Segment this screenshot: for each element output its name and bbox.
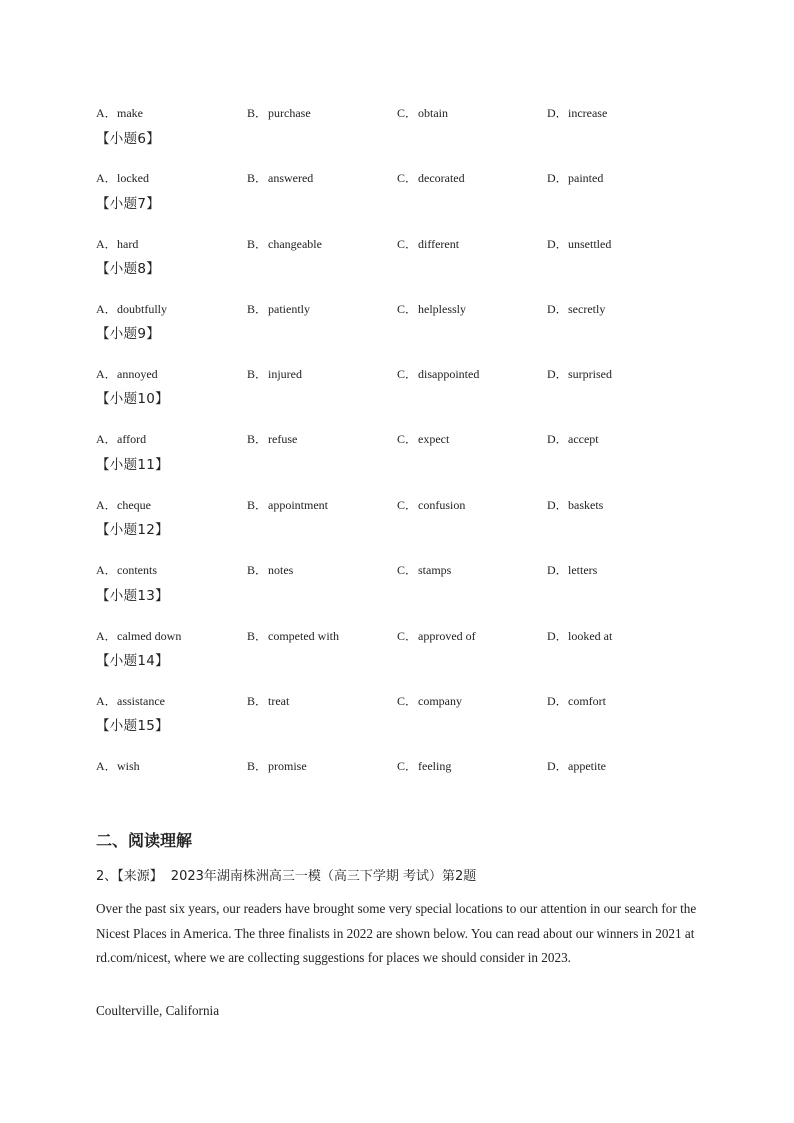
option-c[interactable]: C．disappointed bbox=[397, 367, 480, 381]
options-row bbox=[96, 692, 736, 712]
option-c[interactable]: C．confusion bbox=[397, 498, 466, 512]
question-label: 【小题14】 bbox=[96, 653, 169, 669]
options-row bbox=[96, 169, 736, 189]
options-row-q5 bbox=[96, 104, 736, 124]
option-b[interactable]: B．purchase bbox=[247, 106, 311, 120]
option-b[interactable]: B．treat bbox=[247, 694, 290, 708]
source-text: 2023年湖南株洲高三一模（高三下学期 考试）第2题 bbox=[170, 869, 477, 884]
option-b[interactable]: B．refuse bbox=[247, 432, 298, 446]
question-number: 2、 bbox=[96, 869, 118, 884]
options-row bbox=[96, 627, 736, 647]
option-d[interactable]: D．looked at bbox=[547, 629, 613, 643]
options-row bbox=[96, 430, 736, 450]
option-b[interactable]: B．promise bbox=[247, 759, 307, 773]
options-row bbox=[96, 757, 736, 777]
option-d[interactable]: D．comfort bbox=[547, 694, 606, 708]
option-b[interactable]: B．answered bbox=[247, 171, 314, 185]
option-c[interactable]: C．helplessly bbox=[397, 302, 466, 316]
option-c[interactable]: C．approved of bbox=[397, 629, 476, 643]
options-row bbox=[96, 561, 736, 581]
options-row bbox=[96, 300, 736, 320]
option-c[interactable]: C．expect bbox=[397, 432, 450, 446]
option-b[interactable]: B．appointment bbox=[247, 498, 328, 512]
options-row bbox=[96, 235, 736, 255]
option-c[interactable]: C．obtain bbox=[397, 106, 448, 120]
option-d[interactable]: D．accept bbox=[547, 432, 599, 446]
question-label: 【小题6】 bbox=[96, 131, 161, 147]
option-a[interactable]: A．hard bbox=[96, 237, 139, 251]
question-label: 【小题13】 bbox=[96, 588, 169, 604]
option-a[interactable]: A．afford bbox=[96, 432, 147, 446]
option-d[interactable]: D．appetite bbox=[547, 759, 606, 773]
option-d[interactable]: D．baskets bbox=[547, 498, 604, 512]
option-d[interactable]: D．painted bbox=[547, 171, 604, 185]
option-c[interactable]: C．decorated bbox=[397, 171, 465, 185]
question-label: 【小题15】 bbox=[96, 718, 169, 734]
option-d[interactable]: D．unsettled bbox=[547, 237, 612, 251]
option-d[interactable]: D．increase bbox=[547, 106, 608, 120]
option-a[interactable]: A．wish bbox=[96, 759, 140, 773]
option-a[interactable]: A．make bbox=[96, 106, 143, 120]
question-label: 【小题11】 bbox=[96, 457, 169, 473]
option-a[interactable]: A．doubtfully bbox=[96, 302, 167, 316]
option-a[interactable]: A．cheque bbox=[96, 498, 151, 512]
options-row bbox=[96, 365, 736, 385]
option-c[interactable]: C．feeling bbox=[397, 759, 452, 773]
option-c[interactable]: C．stamps bbox=[397, 563, 452, 577]
option-a[interactable]: A．assistance bbox=[96, 694, 165, 708]
option-c[interactable]: C．different bbox=[397, 237, 460, 251]
reading-passage: Over the past six years, our readers have brought some very special locations to our attention in our search for the Nicest Places in America. The three finalists in 2022 are shown below. You can read about our winners in 2021 at rd.com/nicest, where we are collecting suggestions for places we should consider in 2023. bbox=[96, 901, 697, 965]
option-b[interactable]: B．notes bbox=[247, 563, 294, 577]
question-label: 【小题9】 bbox=[96, 326, 161, 342]
section-title: 二、阅读理解 bbox=[96, 831, 193, 850]
source-tag: 【来源】 bbox=[117, 869, 163, 884]
question-source bbox=[96, 865, 476, 884]
question-label: 【小题10】 bbox=[96, 391, 169, 407]
option-a[interactable]: A．calmed down bbox=[96, 629, 182, 643]
place-heading: Coulterville, California bbox=[96, 1003, 220, 1018]
option-d[interactable]: D．secretly bbox=[547, 302, 606, 316]
option-b[interactable]: B．competed with bbox=[247, 629, 339, 643]
option-d[interactable]: D．surprised bbox=[547, 367, 612, 381]
option-c[interactable]: C．company bbox=[397, 694, 462, 708]
question-label: 【小题8】 bbox=[96, 261, 161, 277]
option-a[interactable]: A．contents bbox=[96, 563, 157, 577]
option-b[interactable]: B．patiently bbox=[247, 302, 310, 316]
option-b[interactable]: B．changeable bbox=[247, 237, 322, 251]
option-a[interactable]: A．annoyed bbox=[96, 367, 158, 381]
question-label: 【小题7】 bbox=[96, 196, 161, 212]
options-row bbox=[96, 496, 736, 516]
option-a[interactable]: A．locked bbox=[96, 171, 149, 185]
option-b[interactable]: B．injured bbox=[247, 367, 302, 381]
option-d[interactable]: D．letters bbox=[547, 563, 598, 577]
question-label: 【小题12】 bbox=[96, 522, 169, 538]
